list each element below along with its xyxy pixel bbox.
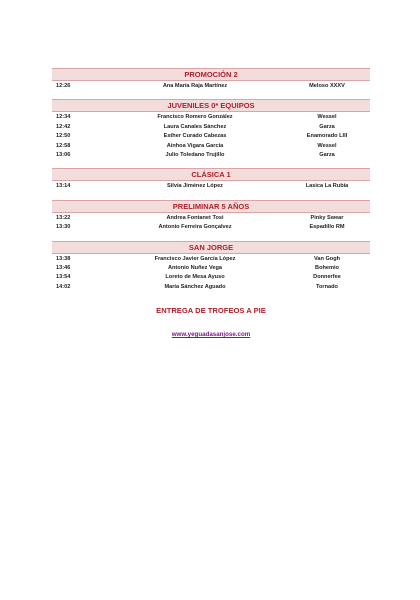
schedule-row xyxy=(52,113,370,122)
start-time: 13:30 xyxy=(56,224,71,231)
horse-name: Bohemio xyxy=(315,264,339,271)
schedule-row xyxy=(52,283,370,292)
schedule-row xyxy=(52,255,370,264)
section-title: PRELIMINAR 5 AÑOS xyxy=(52,200,370,213)
horse-name: Garza xyxy=(319,123,335,130)
section-title: CLÁSICA 1 xyxy=(52,168,370,181)
start-time: 13:06 xyxy=(56,151,71,158)
rider-name: María Sánchez Aguado xyxy=(164,283,226,290)
horse-name: Wessel xyxy=(317,114,337,121)
schedule-row xyxy=(52,264,370,273)
rider-name: Silvia Jiménez López xyxy=(167,183,223,190)
rider-name: Julio Toledano Trujillo xyxy=(165,151,225,158)
section-title: SAN JORGE xyxy=(52,241,370,254)
schedule-sections xyxy=(52,68,370,292)
horse-name: Meloso XXXV xyxy=(309,83,345,89)
website-link[interactable]: www.yeguadasanjose.com xyxy=(171,331,251,339)
horse-name: Wessel xyxy=(317,142,337,149)
start-time: 13:14 xyxy=(56,183,71,190)
rider-name: Antonio Ferreira Gonçalvez xyxy=(158,224,232,231)
schedule-row xyxy=(52,214,370,223)
horse-name: Lasica La Rubia xyxy=(305,183,349,190)
schedule-row xyxy=(52,132,370,141)
schedule-section xyxy=(52,68,370,91)
awards-title: ENTREGA DE TROFEOS A PIE xyxy=(156,306,266,316)
rider-name: Esther Curado Cabezas xyxy=(163,133,227,140)
rider-name: Andrea Fontanet Tosi xyxy=(166,214,224,221)
rider-name: Ainhoa Vigara García xyxy=(166,142,224,149)
schedule-section xyxy=(52,200,370,233)
schedule-section xyxy=(52,99,370,160)
section-title: PROMOCIÓN 2 xyxy=(52,68,370,81)
schedule-row xyxy=(52,273,370,282)
start-time: 12:26 xyxy=(56,83,71,89)
start-time: 13:46 xyxy=(56,264,71,271)
schedule-content xyxy=(52,68,370,338)
horse-name: Tornado xyxy=(316,283,338,290)
start-time: 12:34 xyxy=(56,114,71,121)
rider-name: Loreto de Mesa Ayuso xyxy=(165,274,225,281)
rider-name: Ana María Raja Martínez xyxy=(162,83,228,89)
start-time: 12:50 xyxy=(56,133,71,140)
start-time: 13:54 xyxy=(56,274,71,281)
rider-name: Antonio Nuñez Vega xyxy=(167,264,223,271)
start-time: 13:22 xyxy=(56,214,71,221)
horse-name: Enamorado LIII xyxy=(306,133,348,140)
horse-name: Donnerfee xyxy=(313,274,341,281)
start-time: 12:58 xyxy=(56,142,71,149)
schedule-row xyxy=(52,182,370,191)
schedule-section xyxy=(52,168,370,191)
schedule-row xyxy=(52,142,370,151)
schedule-row xyxy=(52,223,370,232)
start-time: 12:42 xyxy=(56,123,71,130)
horse-name: Espadillo RM xyxy=(309,224,345,231)
horse-name: Van Gogh xyxy=(313,255,341,262)
rider-name: Laura Canales Sánchez xyxy=(163,123,227,130)
rider-name: Francisco Javier García López xyxy=(154,255,236,262)
start-time: 14:02 xyxy=(56,283,71,290)
schedule-row xyxy=(52,151,370,160)
schedule-row xyxy=(52,82,370,91)
rider-name: Francisco Romero González xyxy=(157,114,233,121)
horse-name: Garza xyxy=(319,151,335,158)
section-title: JUVENILES 0* EQUIPOS xyxy=(52,99,370,112)
start-time: 13:38 xyxy=(56,255,71,262)
horse-name: Pinky Swear xyxy=(310,214,344,221)
schedule-section xyxy=(52,241,370,293)
schedule-row xyxy=(52,123,370,132)
